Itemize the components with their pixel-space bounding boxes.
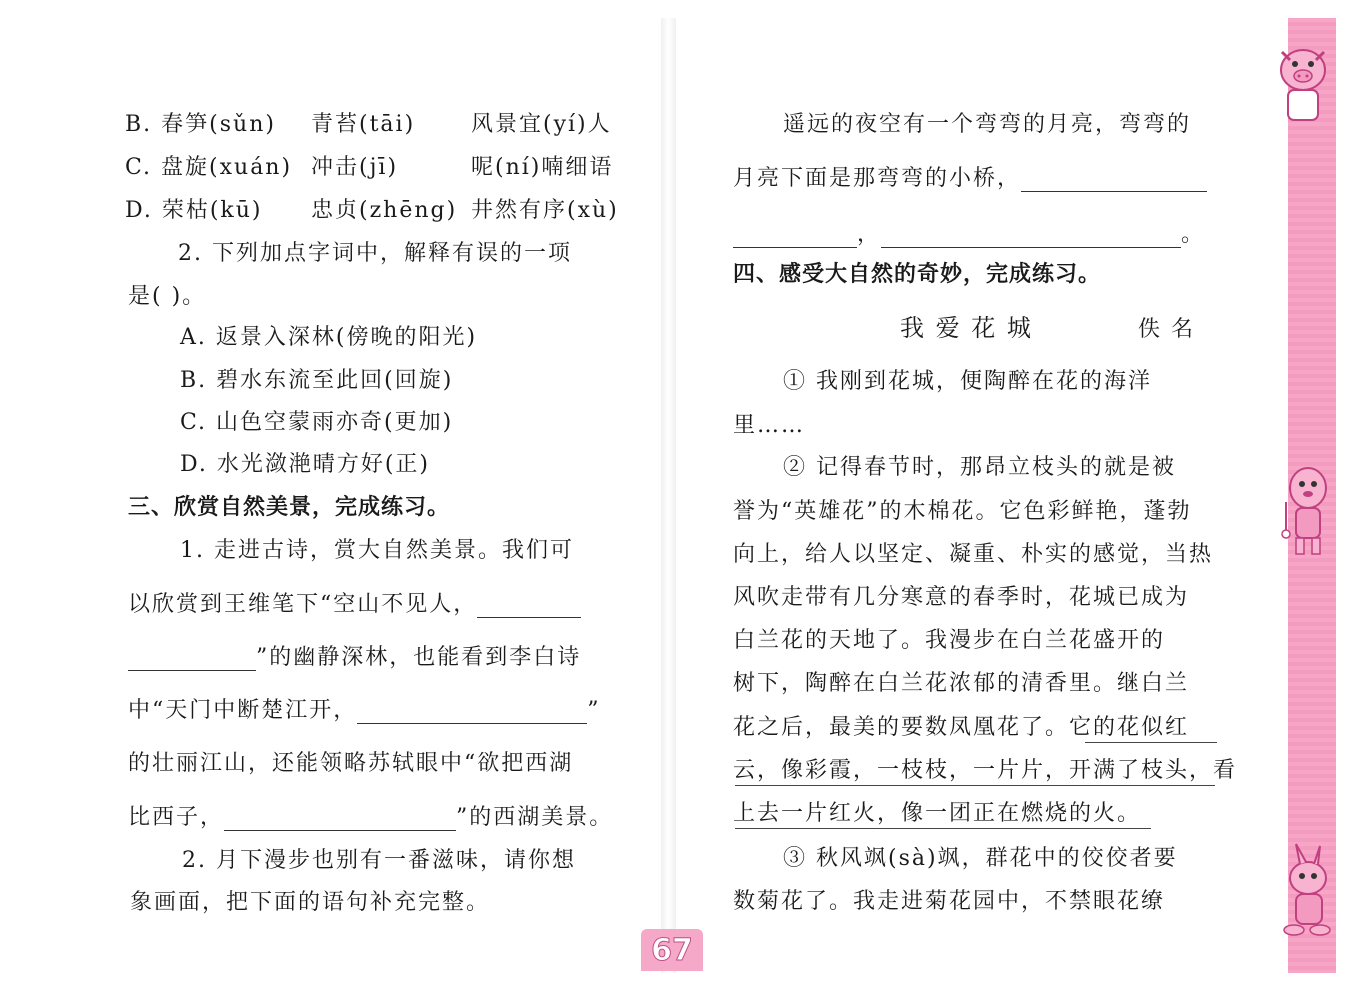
para-1-line-2: 里…… — [733, 413, 806, 438]
right-page — [676, 18, 1288, 973]
rabbit-mascot-icon — [1274, 842, 1336, 942]
page-number: 67 — [641, 929, 703, 971]
article-title: 我 爱 花 城 — [900, 314, 1033, 342]
exercise-2-line-2: 象画面，把下面的语句补充完整。 — [130, 890, 491, 915]
underline-2 — [735, 785, 1215, 786]
moon-sentence-line-2 — [733, 166, 1207, 192]
exercise-1-line-4 — [128, 698, 601, 724]
option-b-words — [125, 112, 612, 138]
answer-blank[interactable] — [224, 808, 456, 831]
para-2-line-1: ② 记得春节时，那昂立枝头的就是被 — [783, 455, 1176, 480]
option-c: C. 山色空蒙雨亦奇(更加) — [180, 410, 454, 435]
article-author: 佚 名 — [1138, 317, 1195, 342]
para-3-line-2: 数菊花了。我走进菊花园中，不禁眼花缭 — [733, 889, 1166, 914]
exercise-1-text-6: 比西子， — [128, 805, 225, 830]
answer-blank[interactable] — [128, 648, 256, 671]
exercise-1-line-3 — [128, 645, 581, 671]
moon-sentence-line-1: 遥远的夜空有一个弯弯的月亮，弯弯的 — [783, 112, 1192, 137]
section-4-heading: 四、感受大自然的奇妙，完成练习。 — [733, 262, 1102, 287]
para-1-line-1: ① 我刚到花城，便陶醉在花的海洋 — [783, 369, 1152, 394]
para-2-line-8: 云，像彩霞，一枝枝，一片片，开满了枝头，看 — [733, 758, 1238, 783]
pig-mascot-icon — [1268, 40, 1338, 130]
word-b2: 青苔(tāi) — [311, 112, 416, 137]
option-b: B. 碧水东流至此回(回旋) — [180, 368, 454, 393]
question-2-line-1: 2. 下列加点字词中，解释有误的一项 — [178, 241, 572, 266]
word-c3: 呢(ní)喃细语 — [471, 155, 614, 180]
para-2-line-7: 花之后，最美的要数凤凰花了。它的花似红 — [733, 715, 1190, 740]
exercise-1-text-4: 中“天门中断楚江开， — [128, 698, 358, 723]
answer-blank[interactable] — [477, 595, 581, 618]
section-3-heading: 三、欣赏自然美景，完成练习。 — [128, 495, 451, 520]
option-d-words — [125, 198, 619, 224]
comma: ， — [857, 222, 882, 247]
para-2-line-9: 上去一片红火，像一团正在燃烧的火。 — [733, 801, 1142, 826]
answer-blank[interactable] — [733, 225, 857, 248]
exercise-1-line-6 — [128, 805, 613, 831]
exercise-1-line-5: 的壮丽江山，还能领略苏轼眼中“欲把西湖 — [128, 751, 574, 776]
moon-sentence-text-2: 月亮下面是那弯弯的小桥， — [733, 166, 1022, 191]
para-2-line-3: 向上，给人以坚定、凝重、朴实的感觉，当热 — [733, 542, 1214, 567]
underline-1 — [1085, 742, 1217, 743]
underline-3 — [735, 828, 1151, 829]
para-2-line-5: 白兰花的天地了。我漫步在白兰花盛开的 — [733, 628, 1166, 653]
period: 。 — [1181, 222, 1206, 247]
option-c-words — [125, 155, 614, 181]
exercise-2-line-1: 2. 月下漫步也别有一番滋味，请你想 — [182, 848, 576, 873]
option-a: A. 返景入深林(傍晚的阳光) — [180, 325, 478, 350]
para-2-line-6: 树下，陶醉在白兰花浓郁的清香里。继白兰 — [733, 671, 1190, 696]
word-b3: 风景宜(yí)人 — [471, 112, 612, 137]
word-b1: B. 春笋(sǔn) — [125, 112, 276, 137]
para-2-line-2: 誉为“英雄花”的木棉花。它色彩鲜艳，蓬勃 — [733, 499, 1192, 524]
para-2-line-4: 风吹走带有几分寒意的春季时，花城已成为 — [733, 585, 1190, 610]
answer-blank[interactable] — [1021, 169, 1207, 192]
word-c2: 冲击(jī) — [311, 155, 399, 180]
answer-blank[interactable] — [881, 225, 1181, 248]
word-d3: 井然有序(xù) — [471, 198, 619, 223]
exercise-1-text-3: ”的幽静深林，也能看到李白诗 — [256, 645, 582, 670]
moon-sentence-line-3 — [733, 222, 1205, 248]
word-d2: 忠贞(zhēng) — [311, 198, 458, 223]
book-gutter — [661, 18, 676, 973]
word-d1: D. 荣枯(kū) — [125, 198, 263, 223]
para-3-line-1: ③ 秋风飒(sà)飒，群花中的佼佼者要 — [783, 846, 1178, 871]
dog-mascot-icon — [1276, 462, 1336, 562]
exercise-1-text-6b: ”的西湖美景。 — [456, 805, 614, 830]
question-2-line-2: 是( )。 — [128, 284, 207, 309]
exercise-1-text-2: 以欣赏到王维笔下“空山不见人， — [128, 592, 478, 617]
exercise-1-quote-close: ” — [587, 698, 601, 723]
exercise-1-line-2 — [128, 592, 581, 618]
exercise-1-line-1: 1. 走进古诗，赏大自然美景。我们可 — [180, 538, 574, 563]
option-d: D. 水光潋滟晴方好(正) — [180, 452, 431, 477]
answer-blank[interactable] — [357, 701, 587, 724]
word-c1: C. 盘旋(xuán) — [125, 155, 293, 180]
